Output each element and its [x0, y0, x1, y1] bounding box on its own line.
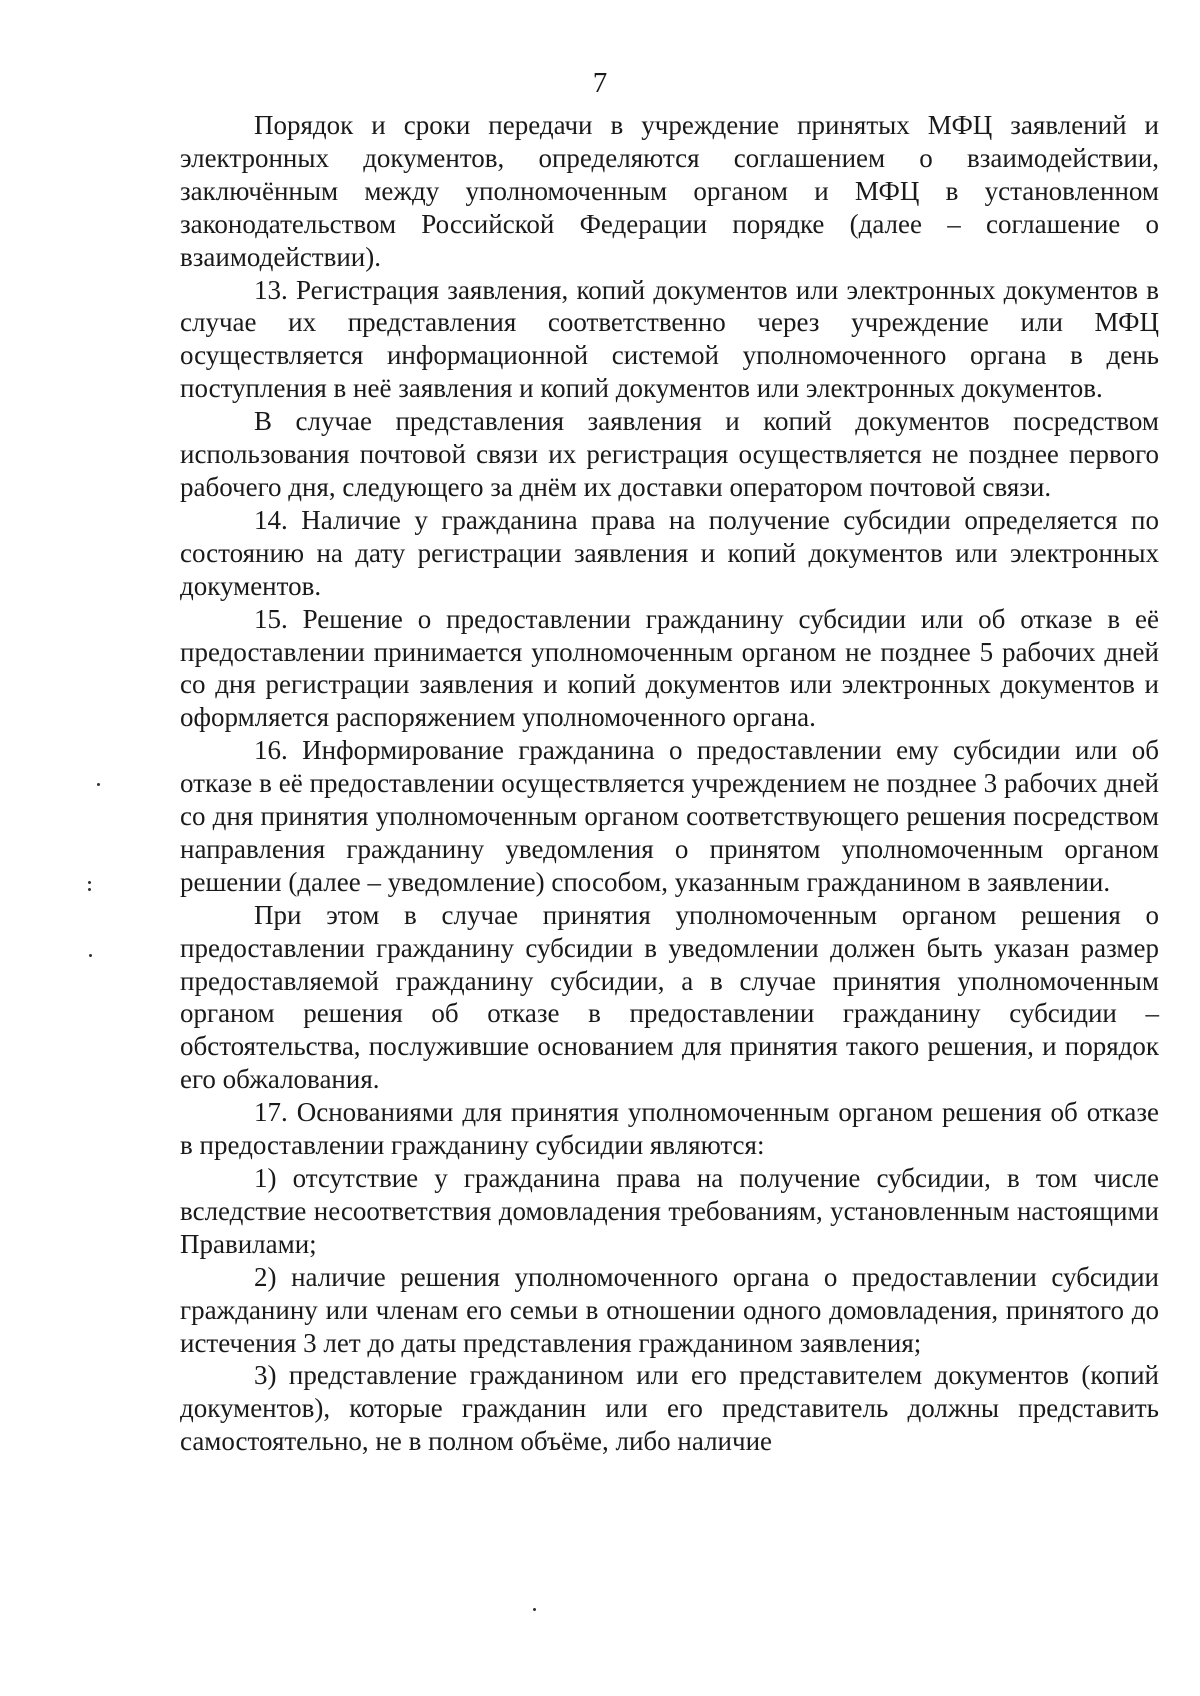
scan-speck: [97, 783, 100, 786]
paragraph-14-right-to-subsidy: 14. Наличие у гражданина права на получение субсидии определяется по состоянию на дату регистрации заявления и копий документов или электронных документов.: [180, 504, 1159, 601]
paragraph-16-notification: 16. Информирование гражданина о предоставлении ему субсидии или об отказе в её предоставлении осуществляется учреждением не позднее 3 рабочих дней со дня принятия уполномоченным органом соответствующего решения посредством направления гражданину уведомления о принятом уполномоченным органом решении (далее – уведомление) способом, указанным гражданином в заявлении.: [180, 735, 1159, 897]
paragraph-notification-content: При этом в случае принятия уполномоченным органом решения о предоставлении гражданину субсидии в уведомлении должен быть указан размер предоставляемой гражданину субсидии, а в случае принятия уполномоченным органом решения об отказе в предоставлении гражданину субсидии – обстоятельства, послужившие основанием для принятия такого решения, и порядок его обжалования.: [180, 899, 1159, 1095]
paragraph-13-registration: 13. Регистрация заявления, копий документов или электронных документов в случае их представления соответственно через учреждение или МФЦ осуществляется информационной системой уполномоченного органа в день поступления в неё заявления и копий документов или электронных документов.: [180, 274, 1159, 404]
paragraph-postal-registration: В случае представления заявления и копий документов посредством использования почтовой связи их регистрация осуществляется не позднее первого рабочего дня, следующего за днём их доставки оператором почтовой связи.: [180, 406, 1159, 502]
scan-speck: [89, 954, 92, 957]
scan-speck: [88, 888, 91, 891]
paragraph-intro-transfer-terms: Порядок и сроки передачи в учреждение принятых МФЦ заявлений и электронных документов, определяются соглашением о взаимодействии, заключённым между уполномоченным органом и МФЦ в установленном законодательством Российской Федерации порядке (далее – соглашение о взаимодействии).: [180, 110, 1159, 272]
document-body: [180, 109, 1159, 1458]
paragraph-15-decision: 15. Решение о предоставлении гражданину субсидии или об отказе в её предоставлении принимается уполномоченным органом не позднее 5 рабочих дней со дня регистрации заявления и копий документов или электронных документов и оформляется распоряжением уполномоченного органа.: [180, 603, 1159, 733]
page-number: 7: [592, 67, 608, 99]
scan-speck: [533, 1608, 536, 1611]
list-item-2-prior-decision: 2) наличие решения уполномоченного органа о предоставлении субсидии гражданину или членам его семьи в отношении одного домовладения, принятого до истечения 3 лет до даты представления гражданином заявления;: [180, 1261, 1159, 1358]
paragraph-17-refusal-grounds: 17. Основаниями для принятия уполномоченным органом решения об отказе в предоставлении гражданину субсидии являются:: [180, 1097, 1159, 1161]
list-item-1-no-right: 1) отсутствие у гражданина права на получение субсидии, в том числе вследствие несоответствия домовладения требованиям, установленным настоящими Правилами;: [180, 1163, 1159, 1259]
scan-speck: [88, 881, 91, 884]
list-item-3-incomplete-documents: 3) представление гражданином или его представителем документов (копий документов), которые гражданин или его представитель должны представить самостоятельно, не в полном объёме, либо наличие: [180, 1360, 1159, 1457]
